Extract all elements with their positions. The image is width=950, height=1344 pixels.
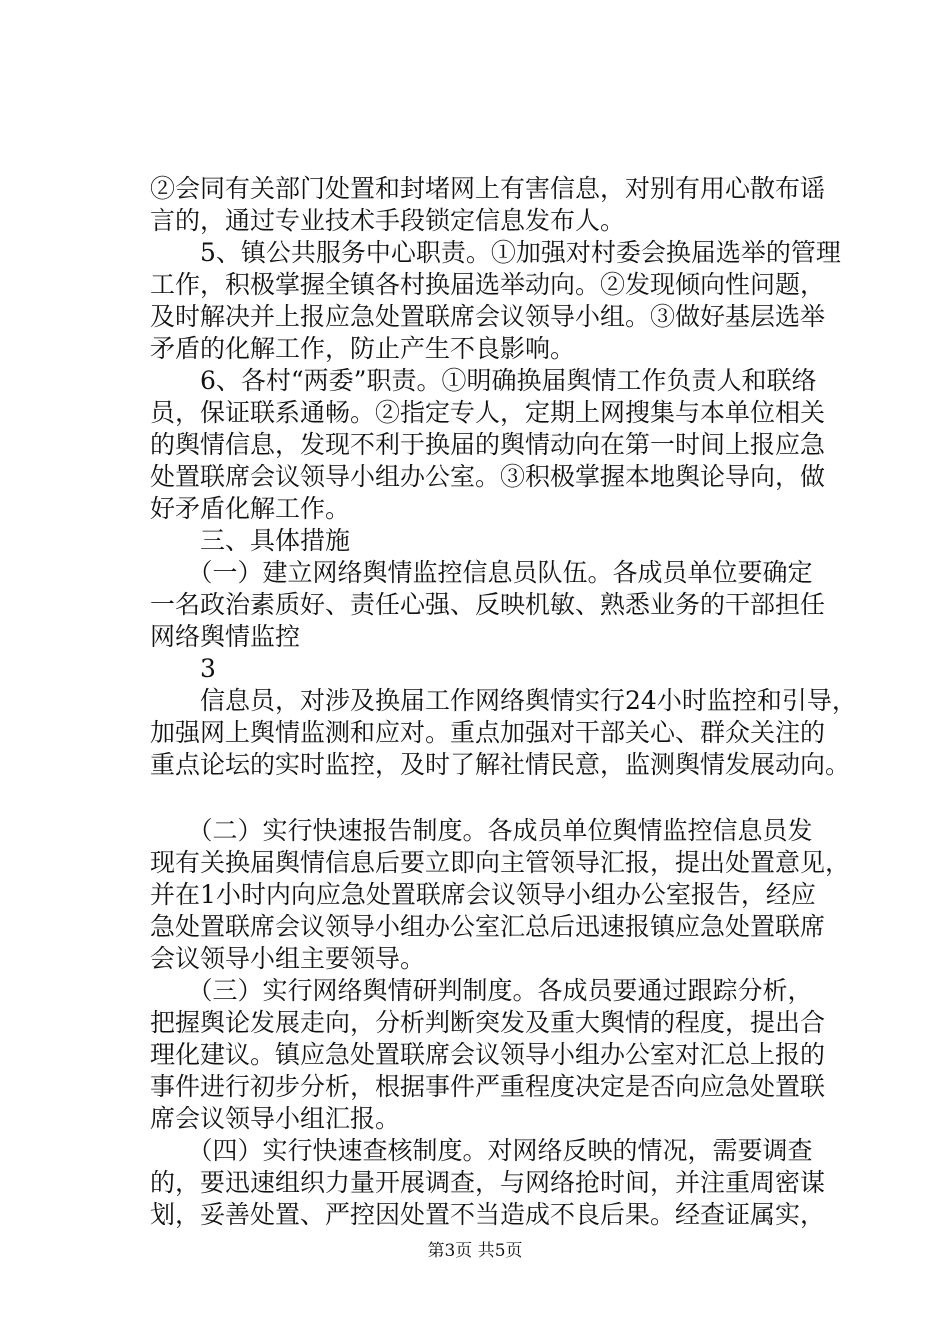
body-text-line: 处置联席会议领导小组办公室。③积极掌握本地舆论导向，做 bbox=[150, 462, 826, 491]
body-text-line: 言的，通过专业技术手段锁定信息发布人。 bbox=[150, 206, 626, 235]
body-text-line: 的舆情信息，发现不利于换届的舆情动向在第一时间上报应急 bbox=[150, 430, 826, 459]
body-text-line: 事件进行初步分析，根据事件严重程度决定是否向应急处置联 bbox=[150, 1072, 826, 1101]
body-text-line: 的，要迅速组织力量开展调查，与网络抢时间，并注重周密谋 bbox=[150, 1168, 826, 1197]
body-text-line: 及时解决并上报应急处置联席会议领导小组。③做好基层选举 bbox=[150, 302, 826, 331]
body-text-line: 席会议领导小组汇报。 bbox=[150, 1104, 401, 1133]
body-text-line: 6、各村“两委”职责。①明确换届舆情工作负责人和联络 bbox=[150, 366, 817, 395]
body-text-line: 好矛盾化解工作。 bbox=[150, 494, 351, 523]
body-text-line: 网络舆情监控 bbox=[150, 622, 301, 651]
body-text-line: 工作，积极掌握全镇各村换届选举动向。②发现倾向性问题， bbox=[150, 270, 826, 299]
body-text-line: （三）实行网络舆情研判制度。各成员要通过跟踪分析， bbox=[150, 976, 813, 1005]
page-footer: 第3页 共5页 bbox=[427, 1241, 523, 1261]
body-text-line: 理化建议。镇应急处置联席会议领导小组办公室对汇总上报的 bbox=[150, 1040, 826, 1069]
body-text-line: 5、镇公共服务中心职责。①加强对村委会换届选举的管理 bbox=[150, 238, 841, 267]
body-text-line: 矛盾的化解工作，防止产生不良影响。 bbox=[150, 334, 576, 363]
body-text-line: 急处置联席会议领导小组办公室汇总后迅速报镇应急处置联席 bbox=[150, 912, 826, 941]
body-text-line: 员，保证联系通畅。②指定专人，定期上网搜集与本单位相关 bbox=[150, 398, 826, 427]
section-heading: 三、具体措施 bbox=[150, 526, 351, 555]
body-text-line: ②会同有关部门处置和封堵网上有害信息，对别有用心散布谣 bbox=[150, 174, 826, 203]
body-text-line: 划，妥善处置、严控因处置不当造成不良后果。经查证属实， bbox=[150, 1200, 826, 1229]
body-text-line: （一）建立网络舆情监控信息员队伍。各成员单位要确定 bbox=[150, 558, 813, 587]
body-text-line: （二）实行快速报告制度。各成员单位舆情监控信息员发 bbox=[150, 816, 813, 845]
body-text-line: 把握舆论发展走向，分析判断突发及重大舆情的程度，提出合 bbox=[150, 1008, 826, 1037]
body-text-line: （四）实行快速查核制度。对网络反映的情况，需要调查 bbox=[150, 1136, 813, 1165]
inline-page-number: 3 bbox=[150, 654, 216, 683]
body-text-line: 重点论坛的实时监控，及时了解社情民意，监测舆情发展动向。 bbox=[150, 750, 851, 779]
body-text-line: 会议领导小组主要领导。 bbox=[150, 944, 426, 973]
body-text-line: 现有关换届舆情信息后要立即向主管领导汇报，提出处置意见， bbox=[150, 848, 851, 877]
body-text-line: 信息员，对涉及换届工作网络舆情实行24小时监控和引导， bbox=[150, 686, 857, 715]
body-text-line: 一名政治素质好、责任心强、反映机敏、熟悉业务的干部担任 bbox=[150, 590, 826, 619]
body-text-line: 并在1小时内向应急处置联席会议领导小组办公室报告，经应 bbox=[150, 880, 816, 909]
body-text-line: 加强网上舆情监测和应对。重点加强对干部关心、群众关注的 bbox=[150, 718, 826, 747]
